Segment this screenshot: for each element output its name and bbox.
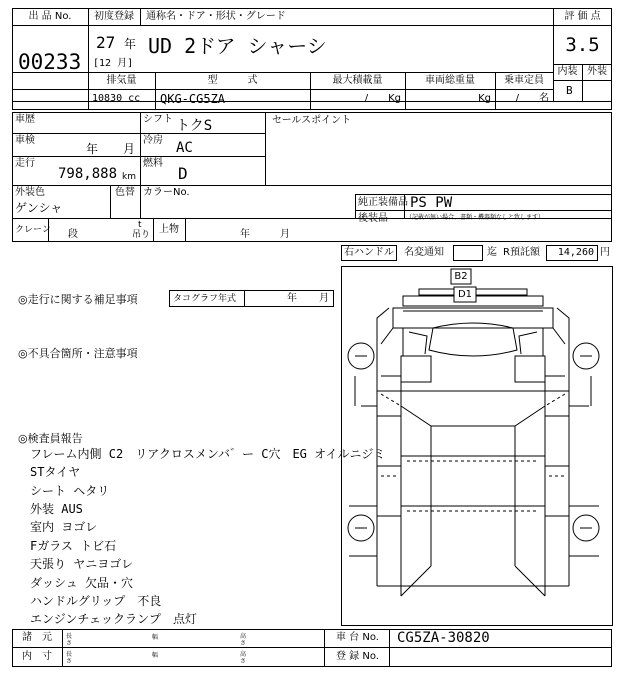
sales-points-label: セールスポイント <box>272 115 352 126</box>
recycle-label: R預託額 <box>503 247 540 258</box>
ac-label: 冷房 <box>143 135 163 146</box>
report-line: 天張り ヤニヨゴレ <box>30 557 134 571</box>
color-code-label: カラーNo. <box>143 187 190 198</box>
name-change-label: 名変通知 <box>404 247 444 258</box>
shift-label: シフト <box>143 114 173 125</box>
ext-color-value: ゲンシャ <box>15 201 63 215</box>
std-equip-value: PS PW <box>410 195 453 211</box>
rating-label: 評 価 点 <box>564 11 601 22</box>
footer-height-label: 高さ <box>240 651 247 665</box>
ac-value: AC <box>176 140 193 156</box>
footer-specs-label: 諸 元 <box>22 632 52 643</box>
report-line: シート ヘタリ <box>30 484 110 498</box>
displacement-label: 排気量 <box>106 75 137 86</box>
name-label: 通称名・ドア・形状・グレード <box>146 11 286 22</box>
footer-length-label: 長さ <box>66 633 73 647</box>
vehicle-name: UD 2ドア シャーシ <box>148 34 327 58</box>
report-line: STタイヤ <box>30 465 81 479</box>
mileage-value: 798,888 <box>58 166 118 182</box>
mileage-label: 走行 <box>15 158 35 169</box>
report-line: 外装 AUS <box>30 502 83 516</box>
upper-label: 上物 <box>159 224 179 235</box>
score-value: 3.5 <box>565 34 600 56</box>
capacity-label: 乗車定員 <box>504 75 544 86</box>
fuel-label: 燃料 <box>143 158 163 169</box>
aftermarket-note: （記載が無い場合、書類・機器類なしと致します） <box>406 214 545 221</box>
tacho-month: 月 <box>319 293 329 304</box>
ext-color-label: 外装色 <box>15 187 45 198</box>
tacho-year: 年 <box>287 293 297 304</box>
damage-mark-d1: D1 <box>457 289 473 300</box>
inspection-month: 月 <box>123 142 136 156</box>
history-label: 車歴 <box>15 114 35 125</box>
year-unit: 年 <box>124 37 137 51</box>
name-change-box <box>453 245 483 261</box>
lot-no-value: 00233 <box>18 50 82 74</box>
gross-weight-value: Kg <box>478 93 491 104</box>
report-line: エンジンチェックランプ 点灯 <box>30 612 198 626</box>
crane-step: 段 <box>68 229 78 240</box>
first-reg-label: 初度登録 <box>94 11 134 22</box>
report-line: Fガラス トビ石 <box>30 539 117 553</box>
displacement-value: 10830 cc <box>92 93 141 104</box>
footer-reg-label: 登 録 No. <box>336 651 379 662</box>
color-no-label: 色替 <box>115 187 135 198</box>
footer-length-label: 長さ <box>66 651 73 665</box>
year-value: 27 <box>96 33 116 52</box>
upper-year: 年 <box>240 229 250 240</box>
upper-month: 月 <box>280 229 290 240</box>
aftermarket-label: 後装品 <box>358 213 388 224</box>
report-line: ハンドルグリップ 不良 <box>30 594 162 608</box>
report-line: フレーム内側 C2 リアクロスメンバ゛ー C穴 EG オイルニジミ <box>30 447 386 461</box>
footer-interior-dim-label: 内 寸 <box>22 651 52 662</box>
inspection-year: 年 <box>86 142 99 156</box>
driving-notes-label: ◎走行に関する補足事項 <box>18 293 138 306</box>
exterior-label: 外装 <box>587 66 607 77</box>
max-load-value: / Kg <box>364 93 401 104</box>
defects-label: ◎不具合箇所・注意事項 <box>18 347 138 360</box>
refund-label: 迄 <box>487 247 497 258</box>
recycle-value: 14,260 <box>557 247 594 258</box>
footer-width-label: 幅 <box>152 634 159 641</box>
crane-label: クレーン <box>15 225 51 235</box>
capacity-value: / 名 <box>515 93 549 104</box>
max-load-label: 最大積載量 <box>332 75 383 86</box>
lot-no-label: 出 品 No. <box>28 11 72 22</box>
crane-hang: 吊り <box>132 230 151 240</box>
tacho-label: タコグラフ年式 <box>173 294 237 304</box>
mileage-unit: km <box>122 172 136 182</box>
crane-t: t <box>138 220 142 230</box>
interior-label: 内装 <box>557 66 578 77</box>
report-line: ダッシュ 欠品・穴 <box>30 576 133 590</box>
footer-height-label: 高さ <box>240 633 247 647</box>
month-value: [12 月] <box>93 58 134 69</box>
inspector-label: ◎検査員報告 <box>18 432 83 445</box>
shift-value: トクS <box>176 118 213 134</box>
gross-weight-label: 車両総重量 <box>425 75 475 86</box>
footer-chassis-value: CG5ZA-30820 <box>397 630 490 646</box>
truck-chassis-diagram <box>341 266 613 626</box>
footer-width-label: 幅 <box>152 652 159 659</box>
std-equip-label: 純正装備品 <box>358 197 408 208</box>
footer-chassis-label: 車 台 No. <box>336 632 379 643</box>
footer-frame <box>12 629 612 667</box>
interior-grade: B <box>566 84 573 97</box>
model-value: QKG-CG5ZA <box>160 92 226 106</box>
recycle-unit: 円 <box>600 247 610 258</box>
damage-mark-b2: B2 <box>454 271 468 282</box>
rhd-label: 右ハンドル <box>344 247 394 258</box>
report-line: 室内 ヨゴレ <box>30 520 98 534</box>
fuel-value: D <box>178 164 188 183</box>
inspection-label: 車検 <box>15 135 35 146</box>
model-label: 型 式 <box>207 75 258 86</box>
